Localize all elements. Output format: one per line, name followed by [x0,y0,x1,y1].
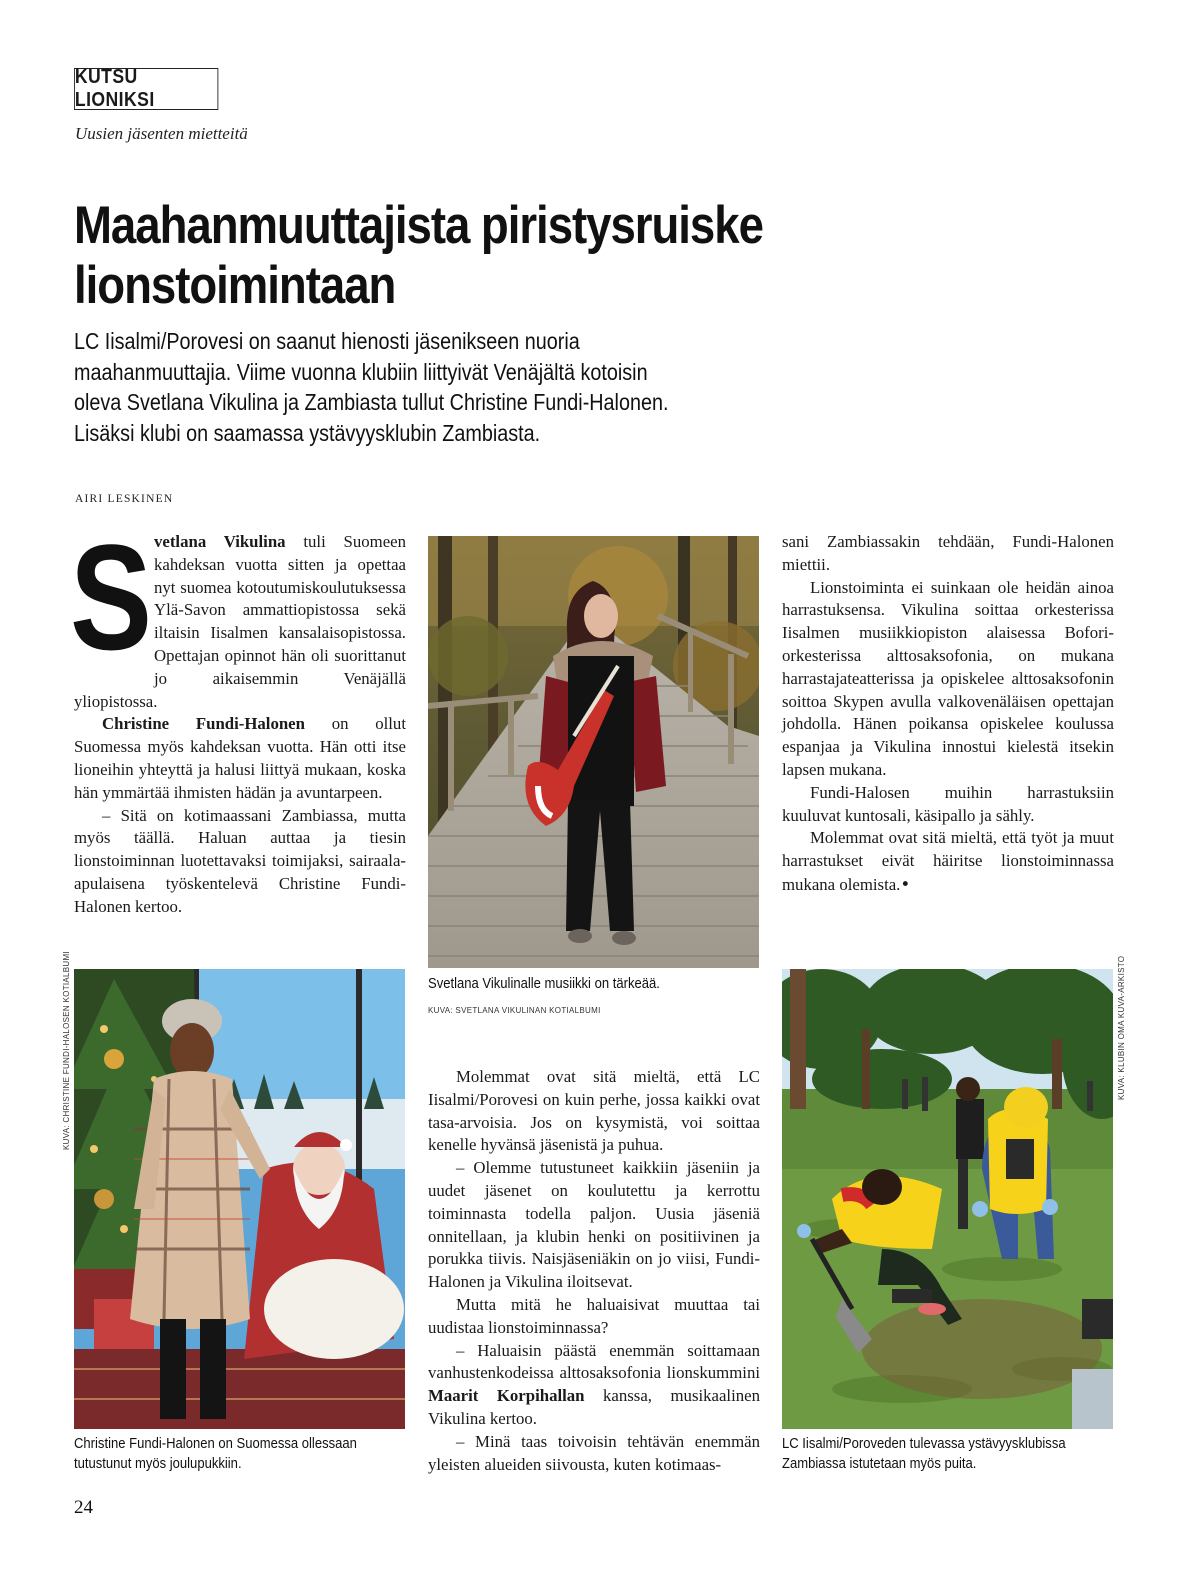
photo-zambia-image [782,969,1113,1429]
paragraph: Fundi-Halosen muihin harrastuksiin kuuluvat kuntosali, käsipallo ja sähly. [782,782,1114,825]
lead-paragraph: LC Iisalmi/Porovesi on saanut hienosti jäsenikseen nuoria maahanmuuttajia. Viime vuonna klubiin liittyivät Venäjältä kotoisin oleva Svetlana Vikulina ja Zambiasta tullut Christine Fundi-Halonen. Lisäksi klubi on saamassa ystävyysklubin Zambiasta. [74,328,669,446]
kicker: Uusien jäsenten mietteitä [75,124,248,143]
paragraph-text: kanssa, musikaalinen Vikulina kertoo. [428,1386,760,1428]
paragraph [428,1340,760,1431]
drop-cap: S [70,513,153,681]
photo-svetlana-caption: Svetlana Vikulinalle musiikki on tärkeää. [428,976,660,992]
paragraph: – Sitä on kotimaassani Zambiassa, mutta myös täällä. Haluan auttaa ja tiesin lionstoiminnan luotettavaksi toimijaksi, sairaala-apulaisena työskentelevä Christine Fundi-Halonen kertoo. [74,805,406,916]
paragraph: Molemmat ovat sitä mieltä, että LC Iisalmi/Porovesi on kuin perhe, jossa kaikki ovat tasa-arvoisia. Jos on kysymistä, voi soittaa kenelle hyvänsä jäsenistä ja puhua. [428,1067,760,1155]
paragraph [782,827,1114,896]
person-name: Maarit Korpihallan [428,1386,585,1406]
paragraph-text: tuli Suomeen kahdeksan vuotta sitten ja opettaa nyt suomea kotoutumiskoulutuksessa Ylä-Savon ammattiopistossa sekä iltaisin Iisalmen kansalaisopistossa. Opettajan opinnot hän oli suorittanut jo aikaisemmin Venäjällä yliopistossa. [74,532,406,711]
section-tag: KUTSU LIONIKSI [74,68,218,110]
byline: AIRI LESKINEN [75,493,174,505]
photo-christine-credit: KUVA: CHRISTINE FUNDI-HALOSEN KOTIALBUMI [62,951,71,1150]
photo-christine-caption: Christine Fundi-Halonen on Suomessa ollessaan tutustunut myös joulupukkiin. [74,1436,357,1472]
page-number: 24 [74,1497,93,1518]
headline: Maahanmuuttajista piristysruiske lionstoimintaan [74,196,763,315]
paragraph-text: Molemmat ovat sitä mieltä, että työt ja muut harrastukset eivät häiritse lionstoiminnassa mukana olemista. [782,828,1114,894]
photo-zambia-planting [782,969,1113,1429]
paragraph: – Olemme tutustuneet kaikkiin jäseniin ja uudet jäsenet on koulutettu ja kerrottu toiminnasta todella paljon. Uusia jäseniä onnitellaan, ja klubin henki on positiivinen ja porukka tiivis. Naisjäseniäkin on jo viisi, Fundi-Halonen ja Vikulina iloitsevat. [428,1158,760,1292]
photo-christine-santa [74,969,405,1429]
photo-svetlana-image [428,536,759,968]
photo-svetlana-guitar [428,536,759,968]
paragraph: sani Zambiassakin tehdään, Fundi-Halonen miettii. [782,532,1114,574]
end-mark: • [900,873,911,894]
paragraph: Mutta mitä he haluaisivat muuttaa tai uudistaa lionstoiminnassa? [428,1294,760,1337]
article-column-1 [70,513,406,919]
person-name: Christine Fundi-Halonen [102,714,305,734]
paragraph: Lionstoiminta ei suinkaan ole heidän ainoa harrastuksensa. Vikulina soittaa orkesterissa Iisalmen musiikkiopiston alaisessa Bofori-orkesterissa alttosaksofonia, on mukana harrastajateatterissa ja opiskelee alttosaksofonin soittoa Skypen avulla valkovenäläisen opettajan johdolla. Hänen poikansa opiskelee koulussa espanjaa ja Vikulina innostui kielestä itsekin lapsen mukana. [782,577,1114,779]
paragraph [74,713,406,804]
photo-zambia-caption: LC Iisalmi/Poroveden tulevassa ystävyysklubissa Zambiassa istutetaan myös puita. [782,1436,1066,1472]
paragraph: – Minä taas toivoisin tehtävän enemmän yleisten alueiden siivousta, kuten kotimaas- [428,1431,760,1474]
photo-zambia-credit: KUVA: KLUBIN OMA KUVA-ARKISTO [1117,955,1126,1100]
photo-svetlana-credit: KUVA: SVETLANA VIKULINAN KOTIALBUMI [428,1006,601,1015]
paragraph-text: – Haluaisin päästä enemmän soittamaan vanhustenkodeissa alttosaksofonia lionskummini [428,1340,760,1383]
person-name: vetlana Vikulina [154,532,286,551]
article-column-3 [782,531,1114,897]
article-column-2 [428,1066,760,1476]
paragraph-text: on ollut Suomessa myös kahdeksan vuotta. Hän otti itse lioneihin yhteyttä ja halusi liittyä mukaan, koska hän ymmärtää ihmisten hädän ja avuntarpeen. [74,714,406,802]
photo-christine-image [74,969,405,1429]
